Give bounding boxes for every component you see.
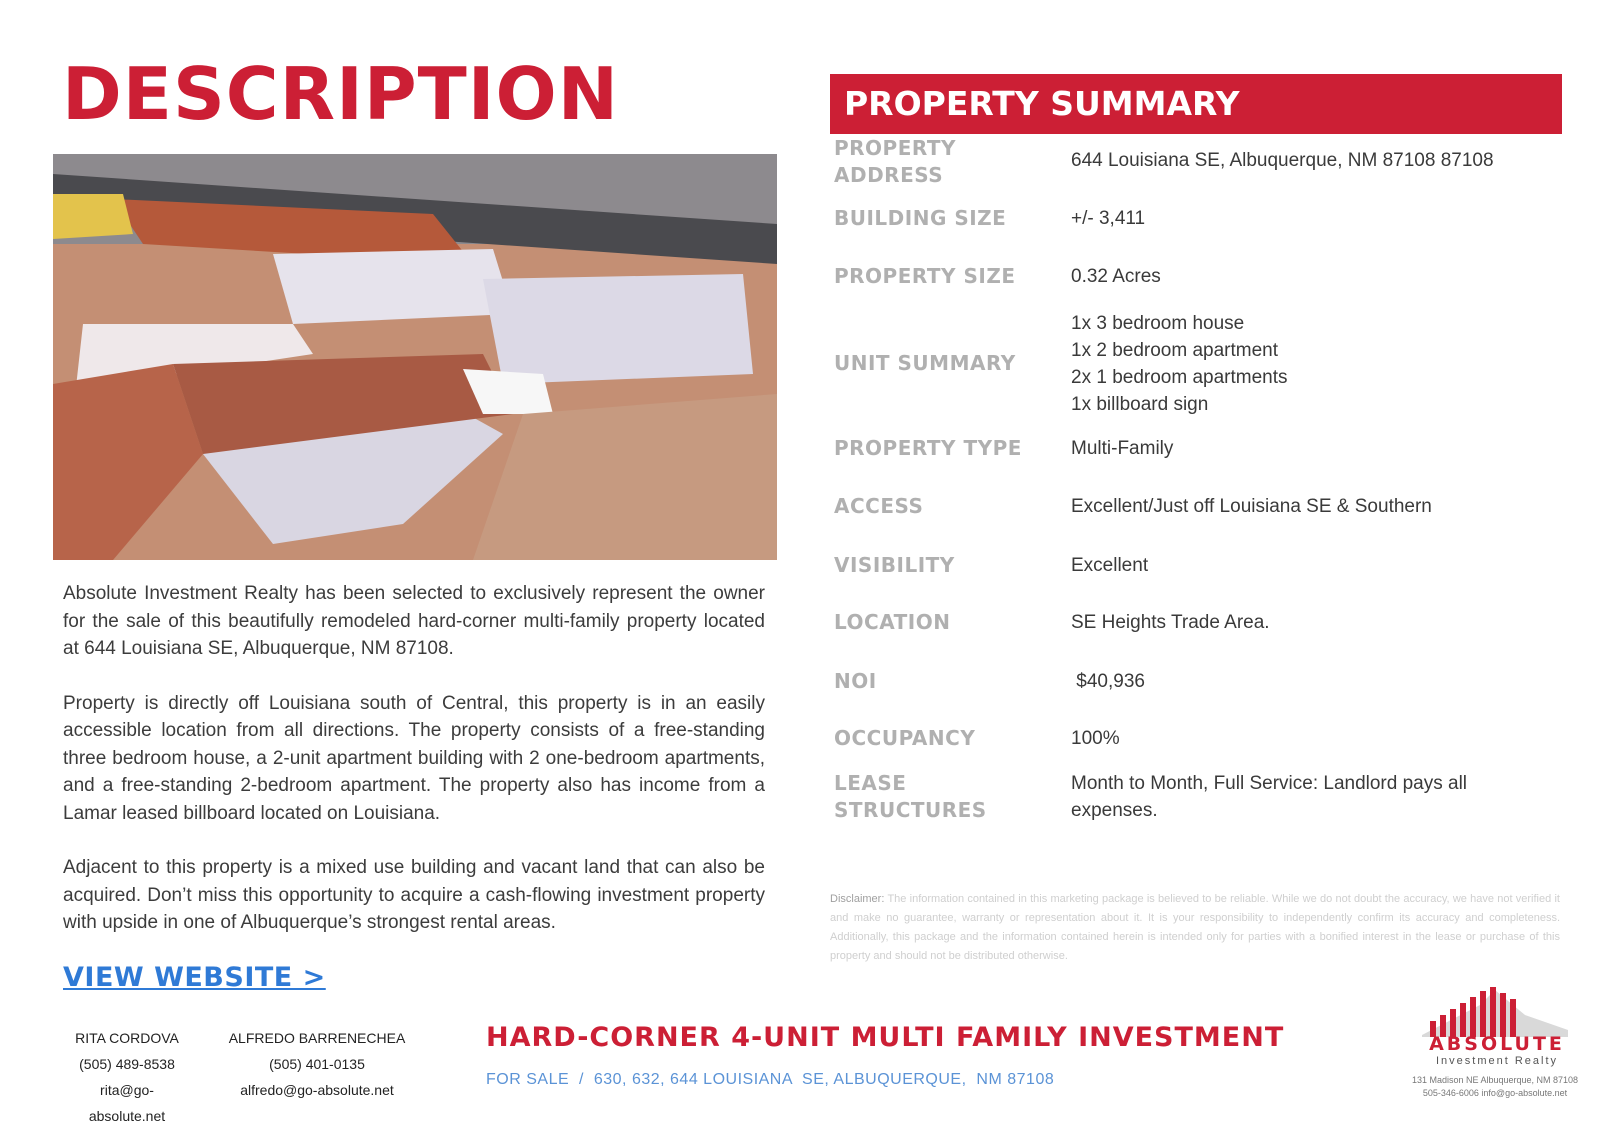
summary-key: OCCUPANCY <box>834 726 976 750</box>
summary-key: BUILDING SIZE <box>834 206 1007 230</box>
aerial-photo-illustration <box>53 154 777 560</box>
logo-tagline: Investment Realty <box>1435 1055 1559 1067</box>
logo-address: 131 Madison NE Albuquerque, NM 87108 <box>1411 1075 1579 1085</box>
disclaimer-text: The information contained in this marketing package is believed to be reliable. While we do not doubt the accuracy, we have not verified it and make no guarantee, warranty or representation about it. It is your responsibility to independently confirm its accuracy and completeness. Additionally, this package and the information contained herein is intended only for parties with a bonified interest in the lease or purchase of this property and should not be distributed otherwise. <box>830 893 1560 962</box>
summary-key: ACCESS <box>834 494 924 518</box>
summary-key: LOCATION <box>834 610 951 634</box>
contact-phone[interactable]: (505) 401-0135 <box>269 1056 365 1072</box>
description-paragraph: Absolute Investment Realty has been selected to exclusively represent the owner for the sale of this beautifully remodeled hard-corner multi-family property located at 644 Louisiana SE, Albuquerque, NM 87108. <box>63 583 765 659</box>
summary-key: LEASE STRUCTURES <box>834 771 987 822</box>
summary-value: 1x 3 bedroom house 1x 2 bedroom apartment 2x 1 bedroom apartments 1x billboard sign <box>1071 313 1288 415</box>
disclaimer <box>830 890 1560 966</box>
summary-key: NOI <box>834 669 877 693</box>
contact-rita <box>62 1025 192 1129</box>
disclaimer-label: Disclaimer: <box>830 893 885 905</box>
summary-key: PROPERTY ADDRESS <box>834 136 957 187</box>
summary-value: 0.32 Acres <box>1071 266 1161 287</box>
summary-key: UNIT SUMMARY <box>834 351 1016 375</box>
logo-name: ABSOLUTE <box>1429 1033 1565 1055</box>
summary-key: PROPERTY TYPE <box>834 436 1022 460</box>
summary-value: $40,936 <box>1071 671 1145 692</box>
description-paragraph: Property is directly off Louisiana south of Central, this property is in an easily accessible location from all directions. The property consists of a free-standing three bedroom house, a 2-unit apartment building with 2 one-bedroom apartments, and a free-standing 2-bedroom apartment. The property also has income from a Lamar leased billboard located on Louisiana. <box>63 692 765 824</box>
contact-phone[interactable]: (505) 489-8538 <box>79 1056 175 1072</box>
summary-value: Excellent/Just off Louisiana SE & Southern <box>1071 496 1432 517</box>
contact-name: ALFREDO BARRENECHEA <box>228 1030 406 1046</box>
view-website-link[interactable]: VIEW WEBSITE > <box>63 962 326 993</box>
description-title: DESCRIPTION <box>62 52 620 136</box>
footer-title: HARD-CORNER 4-UNIT MULTI FAMILY INVESTMENT <box>486 1022 1285 1053</box>
summary-value: 644 Louisiana SE, Albuquerque, NM 87108 87108 <box>1071 150 1494 171</box>
summary-value: Excellent <box>1071 555 1149 576</box>
contact-email[interactable]: alfredo@go-absolute.net <box>240 1082 394 1098</box>
contact-alfredo <box>228 1025 406 1103</box>
summary-value: Multi-Family <box>1071 438 1174 459</box>
logo-address-block <box>1390 1074 1600 1100</box>
property-summary-header: PROPERTY SUMMARY <box>830 74 1562 134</box>
logo-contact: 505-346-6006 info@go-absolute.net <box>1422 1088 1568 1098</box>
footer-subtitle: FOR SALE / 630, 632, 644 LOUISIANA SE, ALBUQUERQUE, NM 87108 <box>486 1071 1055 1088</box>
summary-value: +/- 3,411 <box>1071 208 1146 229</box>
summary-value: Month to Month, Full Service: Landlord pays all expenses. <box>1071 773 1468 821</box>
summary-key: PROPERTY SIZE <box>834 264 1016 288</box>
summary-key: VISIBILITY <box>834 553 955 577</box>
contact-name: RITA CORDOVA <box>75 1030 179 1046</box>
summary-value: SE Heights Trade Area. <box>1071 612 1270 633</box>
description-body <box>63 580 765 964</box>
summary-value: 100% <box>1071 728 1120 749</box>
contact-email[interactable]: rita@go-absolute.net <box>88 1082 166 1124</box>
description-paragraph: Adjacent to this property is a mixed use building and vacant land that can also be acquired. Don’t miss this opportunity to acquire a cash-flowing investment property with upside in one of Albuquerque’s strongest rental areas. <box>63 857 765 933</box>
property-aerial-photo <box>53 154 777 560</box>
